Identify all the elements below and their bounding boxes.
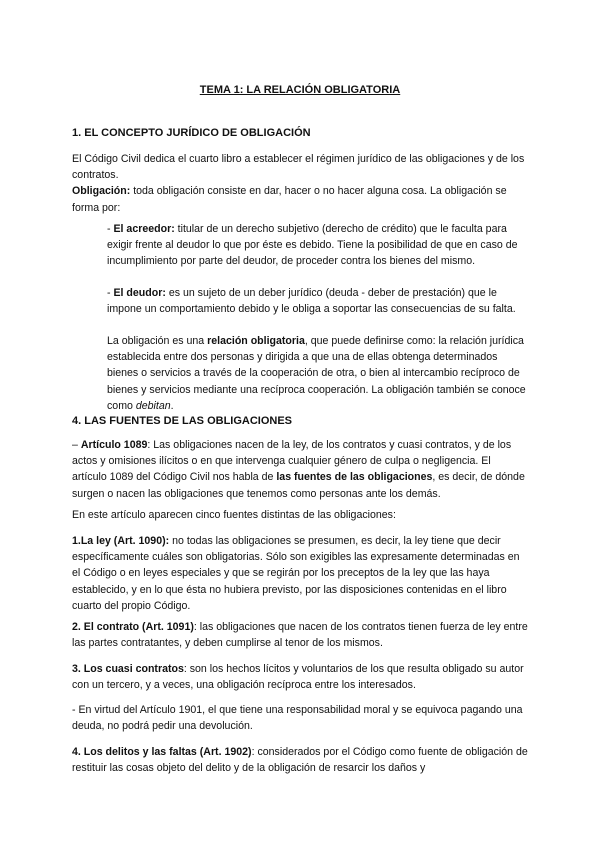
s1-intro-paragraph: [72, 151, 528, 216]
articulo-1089-text: : Las obligaciones nacen de la ley, de los contratos y cuasi contratos, y de los actos y omisiones ilícitos o en que intervenga cualquier género de culpa o negligencia. El artículo 1089 del Código Civil nos habla de: [72, 439, 512, 484]
la-ley-paragraph: [72, 533, 528, 614]
delitos-faltas-paragraph: [72, 744, 528, 776]
obligacion-definition: toda obligación consiste en dar, hacer o no hacer alguna cosa. La obligación se forma por:: [72, 185, 507, 214]
relacion-pre: La obligación es una: [107, 335, 208, 347]
relacion-end: .: [170, 399, 174, 412]
section-4-heading: 4. LAS FUENTES DE LAS OBLIGACIONES: [72, 415, 293, 427]
articulo-1089-paragraph: [72, 437, 528, 502]
articulo-1089-term: Artículo 1089: [80, 439, 148, 451]
acreedor-bullet: -: [107, 223, 114, 235]
delitos-faltas-term: 4. Los delitos y las faltas (Art. 1902): [72, 746, 252, 758]
debitan-term: debitan: [135, 399, 171, 412]
la-ley-term: 1.La ley (Art. 1090):: [72, 535, 170, 547]
deudor-item: [107, 285, 528, 317]
relacion-text: , que puede definirse como: la relación jurídica establecida entre dos personas y dirigida a que una de ellas obtenga determinados bienes o servicios a través de la cooperación de otra, o bien al intercambio recíproco de bienes y servicios mediante una recíproca cooperación. La obligación también se conoce como: [107, 335, 526, 412]
articulo-1901-paragraph: - En virtud del Artículo 1901, el que tiene una responsabilidad moral y se equivoca pagando una deuda, no podrá pedir una devolución.: [72, 704, 523, 733]
cinco-fuentes-paragraph: En este artículo aparecen cinco fuentes distintas de las obligaciones:: [72, 509, 396, 521]
cuasi-contratos-paragraph: [72, 661, 528, 693]
articulo-1089-end: , es decir, de dónde surgen o nacen las obligaciones que tenemos como personas ante los demás.: [72, 471, 525, 500]
la-ley-text: no todas las obligaciones se presumen, es decir, la ley tiene que decir específicamente cuáles son obligatorias. Sólo son exigibles las expresamente determinadas en el Código o en leyes especiales y que se regirán por los preceptos de la ley que las haya establecido, y en lo que ésta no hubiera previsto, por las disposiciones contenidas en el libro cuarto del propio Código.: [72, 535, 520, 612]
relacion-term: relación obligatoria: [207, 335, 305, 347]
delitos-faltas-text: : considerados por el Código como fuente de obligación de restituir las cosas objeto del delito y de la obligación de resarcir los daños y: [72, 746, 528, 775]
deudor-term: El deudor:: [113, 287, 166, 299]
cuasi-contratos-text: : son los hechos lícitos y voluntarios de los que resulta obligado su autor con un tercero, y a veces, una obligación recíproca entre los interesados.: [72, 663, 524, 692]
acreedor-term: El acreedor:: [113, 223, 175, 235]
relacion-obligatoria-paragraph: [107, 333, 528, 414]
section-1-heading: 1. EL CONCEPTO JURÍDICO DE OBLIGACIÓN: [72, 127, 311, 139]
el-contrato-term: 2. El contrato (Art. 1091): [72, 621, 194, 633]
s1-intro-text: El Código Civil dedica el cuarto libro a establecer el régimen jurídico de las obligaciones y de los contratos.: [72, 153, 525, 182]
obligacion-term: Obligación:: [72, 185, 131, 198]
deudor-bullet: -: [107, 287, 114, 299]
cuasi-contratos-term: 3. Los cuasi contratos: [72, 663, 184, 675]
fuentes-term: las fuentes de las obligaciones: [276, 471, 433, 484]
document-title: TEMA 1: LA RELACIÓN OBLIGATORIA: [199, 84, 401, 96]
articulo-dash: –: [72, 439, 81, 451]
el-contrato-paragraph: [72, 619, 528, 651]
deudor-text: es un sujeto de un deber jurídico (deuda - deber de prestación) que le impone un comportamiento debido y le obliga a soportar las consecuencias de su falta.: [107, 287, 516, 316]
acreedor-text: titular de un derecho subjetivo (derecho de crédito) que le faculta para exigir frente al deudor lo que por éste es debido. Tiene la posibilidad de que en caso de incumplimiento por parte del deudor, de proceder contra los bienes del mismo.: [107, 223, 518, 268]
acreedor-item: [107, 221, 528, 270]
el-contrato-text: : las obligaciones que nacen de los contratos tienen fuerza de ley entre las partes contratantes, y deben cumplirse al tenor de los mismos.: [72, 621, 528, 650]
